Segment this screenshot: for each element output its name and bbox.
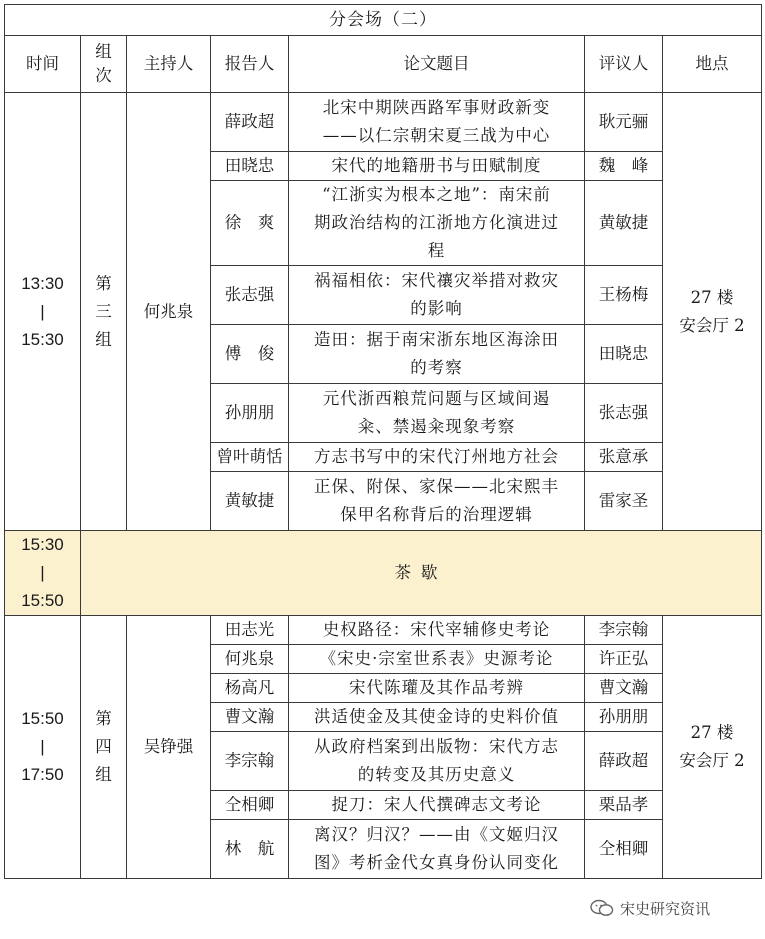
- speaker-cell: 曾叶萌恬: [211, 443, 289, 472]
- discussant-cell: 耿元骊: [585, 93, 663, 152]
- speaker-cell: 田志光: [211, 616, 289, 645]
- time-sep: |: [40, 737, 45, 756]
- paper-cell: [289, 732, 585, 791]
- paper-cell: [289, 472, 585, 531]
- discussant-cell: 黄敏捷: [585, 181, 663, 266]
- discussant-cell: 许正弘: [585, 645, 663, 674]
- header-paper: 论文题目: [289, 36, 585, 93]
- host-cell: 吴铮强: [127, 616, 211, 879]
- text-line: 离汉？归汉？——由《文姬归汉: [314, 825, 559, 844]
- time-cell: [5, 616, 81, 879]
- discussant-cell: 雷家圣: [585, 472, 663, 531]
- speaker-cell: 张志强: [211, 266, 289, 325]
- header-discussant: 评议人: [585, 36, 663, 93]
- location-cell: [663, 616, 762, 879]
- paper-cell: [289, 820, 585, 879]
- paper-cell: [289, 703, 585, 732]
- text-line: 洪适使金及其使金诗的史料价值: [314, 707, 559, 726]
- text-line: 的影响: [410, 299, 463, 318]
- time-end: 15:30: [21, 329, 64, 349]
- discussant-cell: 王杨梅: [585, 266, 663, 325]
- footer-watermark: [590, 893, 760, 923]
- paper-cell: [289, 325, 585, 384]
- text-line: 组: [95, 329, 112, 349]
- schedule-table: [4, 4, 762, 879]
- header-location: 地点: [663, 36, 762, 93]
- text-line: 元代浙西粮荒问题与区域间遏: [322, 389, 551, 408]
- time-end: 17:50: [21, 765, 64, 784]
- text-line: 宋代陈瓘及其作品考辨: [349, 678, 524, 697]
- header-time: 时间: [5, 36, 81, 93]
- text-line: ——以仁宗朝宋夏三战为中心: [322, 126, 551, 145]
- text-line: 27 楼: [690, 723, 734, 742]
- speaker-cell: 林 航: [211, 820, 289, 879]
- text-line: 正保、附保、家保——北宋熙丰: [314, 477, 559, 496]
- text-line: 祸福相依：宋代禳灾举措对救灾: [314, 271, 559, 290]
- paper-cell: [289, 181, 585, 266]
- text-line: 第: [95, 273, 112, 293]
- break-time-cell: [5, 531, 81, 616]
- text-line: 图》考析金代女真身份认同变化: [314, 853, 559, 872]
- paper-cell: [289, 152, 585, 181]
- text-line: 第: [95, 709, 112, 728]
- discussant-cell: 栗品孝: [585, 791, 663, 820]
- text-line: “江浙实为根本之地”：南宋前: [322, 185, 551, 204]
- discussant-cell: 薛政超: [585, 732, 663, 791]
- text-line: 三: [95, 301, 112, 321]
- text-line: 史权路径：宋代宰辅修史考论: [322, 620, 551, 639]
- paper-cell: [289, 616, 585, 645]
- text-line: 北宋中期陕西路军事财政新变: [322, 98, 551, 117]
- speaker-cell: 何兆泉: [211, 645, 289, 674]
- header-row: [5, 36, 762, 93]
- table-row: [5, 616, 762, 645]
- text-line: 保甲名称背后的治理逻辑: [340, 505, 533, 524]
- paper-cell: [289, 384, 585, 443]
- group-cell: [81, 93, 127, 531]
- time-sep: |: [40, 563, 45, 582]
- discussant-cell: 曹文瀚: [585, 674, 663, 703]
- text-line: 籴、禁遏籴现象考察: [357, 417, 516, 436]
- text-line: 四: [95, 737, 112, 756]
- speaker-cell: 田晓忠: [211, 152, 289, 181]
- paper-cell: [289, 791, 585, 820]
- paper-cell: [289, 93, 585, 152]
- text-line: 的转变及其历史意义: [357, 765, 516, 784]
- text-line: 造田：据于南宋浙东地区海涂田: [314, 330, 559, 349]
- location-cell: [663, 93, 762, 531]
- text-line: 安会厅 2: [679, 315, 745, 335]
- discussant-cell: 仝相卿: [585, 820, 663, 879]
- break-row: [5, 531, 762, 616]
- speaker-cell: 傅 俊: [211, 325, 289, 384]
- break-label: 茶歇: [81, 531, 762, 616]
- speaker-cell: 薛政超: [211, 93, 289, 152]
- paper-cell: [289, 443, 585, 472]
- text-line: 程: [427, 241, 446, 260]
- text-line: 的考察: [410, 358, 463, 377]
- speaker-cell: 仝相卿: [211, 791, 289, 820]
- watermark-text: 宋史研究资讯: [620, 899, 711, 918]
- text-line: 27 楼: [690, 287, 734, 307]
- discussant-cell: 魏 峰: [585, 152, 663, 181]
- text-line: 《宋史·宗室世系表》史源考论: [319, 649, 554, 668]
- text-line: 期政治结构的江浙地方化演进过: [314, 213, 559, 232]
- time-start: 13:30: [21, 273, 64, 293]
- header-group: 组 次: [81, 36, 127, 93]
- host-cell: 何兆泉: [127, 93, 211, 531]
- speaker-cell: 黄敏捷: [211, 472, 289, 531]
- text-line: 宋代的地籍册书与田赋制度: [331, 156, 542, 175]
- table-row: [5, 93, 762, 152]
- time-end: 15:50: [21, 591, 64, 610]
- discussant-cell: 田晓忠: [585, 325, 663, 384]
- table-title: 分会场（二）: [5, 5, 762, 36]
- text-line: 从政府档案到出版物：宋代方志: [314, 737, 559, 756]
- speaker-cell: 杨高凡: [211, 674, 289, 703]
- text-line: 安会厅 2: [679, 751, 745, 770]
- header-host: 主持人: [127, 36, 211, 93]
- speaker-cell: 曹文瀚: [211, 703, 289, 732]
- discussant-cell: 李宗翰: [585, 616, 663, 645]
- text-line: 捉刀：宋人代撰碑志文考论: [331, 795, 542, 814]
- discussant-cell: 张意承: [585, 443, 663, 472]
- time-cell: [5, 93, 81, 531]
- text-line: 方志书写中的宋代汀州地方社会: [314, 447, 559, 466]
- time-start: 15:50: [21, 709, 64, 728]
- time-sep: |: [40, 301, 45, 321]
- paper-cell: [289, 674, 585, 703]
- paper-cell: [289, 645, 585, 674]
- wechat-icon: [590, 899, 614, 917]
- header-speaker: 报告人: [211, 36, 289, 93]
- text-line: 组: [95, 765, 112, 784]
- time-start: 15:30: [21, 535, 64, 554]
- discussant-cell: 孙朋朋: [585, 703, 663, 732]
- discussant-cell: 张志强: [585, 384, 663, 443]
- paper-cell: [289, 266, 585, 325]
- speaker-cell: 孙朋朋: [211, 384, 289, 443]
- speaker-cell: 李宗翰: [211, 732, 289, 791]
- speaker-cell: 徐 爽: [211, 181, 289, 266]
- group-cell: [81, 616, 127, 879]
